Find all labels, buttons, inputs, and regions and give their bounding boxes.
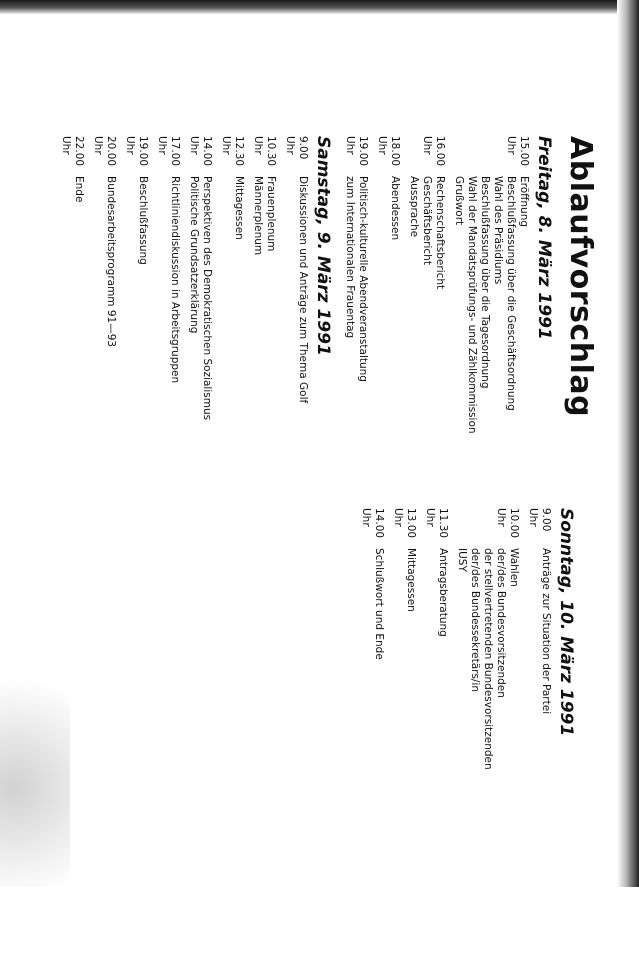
schedule-line: Rechenschaftsbericht	[434, 176, 446, 290]
schedule-line: Mittagessen	[405, 548, 417, 612]
scan-edge-right	[617, 0, 639, 887]
schedule-line: Politische Grundsatzerklärung	[188, 176, 200, 334]
schedule-description	[187, 176, 213, 556]
schedule-time: 19.00 Uhr	[124, 136, 149, 167]
schedule-description	[407, 176, 446, 556]
schedule-item	[91, 136, 117, 556]
schedule-time: 10.30 Uhr	[252, 136, 277, 167]
day-block	[59, 136, 333, 556]
schedule-line: Frauenplenum	[265, 176, 277, 252]
schedule-item	[187, 136, 213, 556]
schedule-line: Wahlen	[508, 548, 520, 587]
schedule-description	[452, 176, 530, 556]
schedule-line: Grußwort	[453, 176, 465, 226]
schedule-description	[375, 176, 401, 556]
schedule-item	[391, 508, 417, 928]
schedule-item	[452, 136, 530, 556]
day-heading: Samstag, 9. März 1991	[313, 136, 333, 356]
schedule-time: 9.00 Uhr	[284, 136, 309, 160]
schedule-line: Geschäftsbericht	[421, 176, 433, 265]
schedule-description	[219, 176, 245, 556]
schedule-description	[526, 548, 552, 928]
schedule-description	[155, 176, 181, 556]
schedule-item	[423, 508, 449, 928]
schedule-description	[123, 176, 149, 556]
schedule-line: Diskussionen und Anträge zum Thema Golf	[297, 176, 309, 404]
schedule-line: Antragsberatung	[437, 548, 449, 637]
schedule-time: 16.00 Uhr	[421, 136, 446, 167]
schedule-time: 18.00 Uhr	[376, 136, 401, 167]
schedule-item	[359, 508, 385, 928]
schedule-description	[283, 176, 309, 556]
schedule-time: 11.30 Uhr	[424, 508, 449, 539]
schedule-line: Anträge zur Situation der Partei	[540, 548, 552, 715]
schedule-description	[251, 176, 277, 556]
schedule-line: Abendessen	[389, 176, 401, 241]
schedule-item	[455, 508, 520, 928]
schedule-line: Ende	[73, 176, 85, 203]
schedule-line: zum Internationalen Frauentag	[344, 176, 356, 339]
schedule-line: Politisch-kulturelle Abendveranstaltung	[357, 176, 369, 382]
schedule-line: der/des Bundesvorsitzenden	[495, 548, 507, 698]
day-heading: Sonntag, 10. März 1991	[556, 508, 576, 737]
schedule-line: Schlußwort und Ende	[373, 548, 385, 660]
schedule-time: 14.00 Uhr	[188, 136, 213, 167]
schedule-line: Richtliniendiskussion in Arbeitsgruppen	[169, 176, 181, 384]
schedule-item	[526, 508, 552, 928]
schedule-description	[343, 176, 369, 556]
schedule-time: 12.30 Uhr	[220, 136, 245, 167]
schedule-line: Eröffnung	[518, 176, 530, 228]
schedule-line: Wahl des Präsidiums	[492, 176, 504, 285]
schedule-time: 13.00 Uhr	[392, 508, 417, 539]
schedule-line: der stellvertretenden Bundesvorsitzenden	[482, 548, 494, 770]
schedule-time: 17.00 Uhr	[156, 136, 181, 167]
schedule-description	[423, 548, 449, 928]
schedule-line: Bundesarbeitsprogramm 91—93	[105, 176, 117, 348]
schedule-time: 9.00 Uhr	[527, 508, 552, 532]
schedule-line: Aussprache	[408, 176, 420, 238]
schedule-item	[155, 136, 181, 556]
document-page	[8, 18, 608, 878]
schedule-line: Wahl der Mandatsprüfungs- und Zählkommission	[466, 176, 478, 434]
schedule-item	[59, 136, 85, 556]
schedule-item	[407, 136, 446, 556]
schedule-line: Beschlußfassung über die Tagesordnung	[479, 176, 491, 389]
day-block	[359, 508, 576, 928]
schedule-description	[59, 176, 85, 556]
schedule-item	[219, 136, 245, 556]
schedule-description	[359, 548, 385, 928]
schedule-description	[91, 176, 117, 556]
schedule-time: 19.00 Uhr	[344, 136, 369, 167]
schedule-time: 14.00 Uhr	[360, 508, 385, 539]
schedule-line: IUSY	[456, 548, 468, 572]
schedule-item	[343, 136, 369, 556]
scan-edge-top	[0, 0, 639, 14]
schedule-time: 20.00 Uhr	[92, 136, 117, 167]
schedule-time: 10.00 Uhr	[495, 508, 520, 539]
schedule-description	[455, 548, 520, 928]
schedule-item	[375, 136, 401, 556]
day-block	[343, 136, 554, 556]
schedule-line: Beschlußfassung	[137, 176, 149, 265]
schedule-line: der/des Bundessekretärs/in	[469, 548, 481, 693]
schedule-item	[251, 136, 277, 556]
schedule-item	[123, 136, 149, 556]
schedule-description	[391, 548, 417, 928]
schedule-line: Perspektiven des Demokratischen Sozialismus	[201, 176, 213, 421]
day-heading: Freitag, 8. März 1991	[534, 136, 554, 340]
schedule-item	[283, 136, 309, 556]
schedule-time: 15.00 Uhr	[505, 136, 530, 167]
column-left	[59, 136, 558, 556]
schedule-line: Beschlußfassung über die Geschäftsordnung	[505, 176, 517, 411]
schedule-line: Mittagessen	[233, 176, 245, 240]
rotated-content	[38, 136, 598, 976]
document-title: Ablaufvorschlag	[563, 136, 598, 418]
schedule-line: Männerplenum	[252, 176, 264, 256]
column-right	[359, 508, 580, 928]
schedule-time: 22.00 Uhr	[60, 136, 85, 167]
